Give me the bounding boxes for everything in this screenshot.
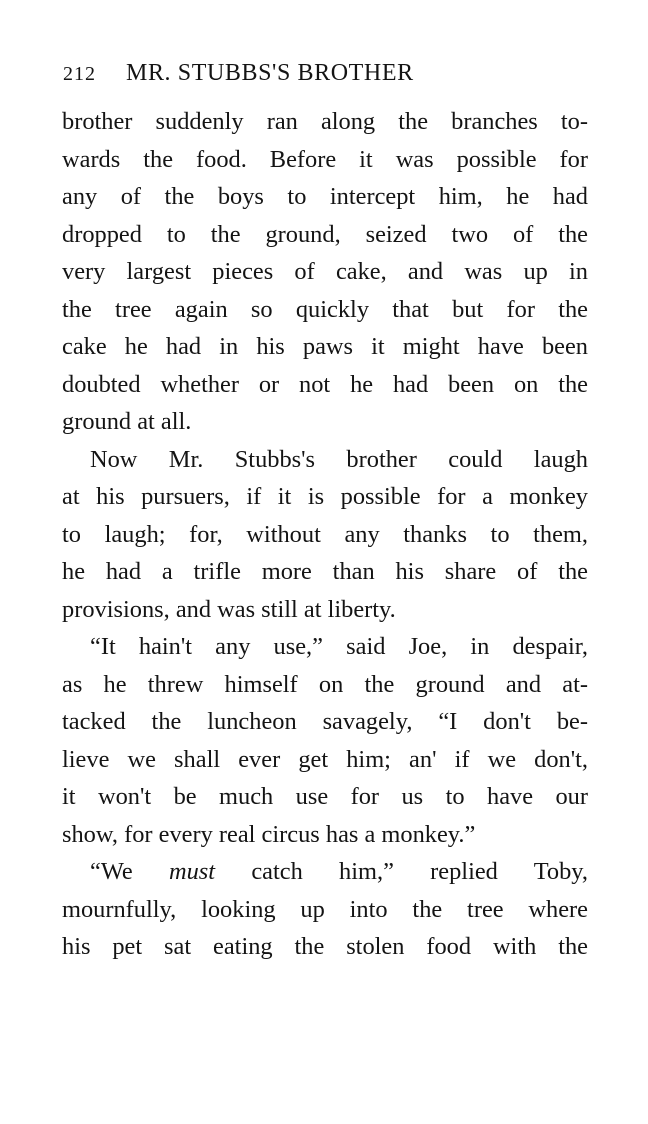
text-line: tacked the luncheon savagely, “I don't be- — [62, 708, 588, 735]
text-line: his pet sat eating the stolen food with the — [62, 933, 588, 960]
text-line: the tree again so quickly that but for the — [62, 295, 588, 323]
text-line: doubted whether or not he had been on the — [62, 370, 588, 398]
line-text-after-emphasis: catch him,” replied Toby, — [215, 858, 588, 885]
page-number: 212 — [63, 63, 96, 85]
text-line: at his pursuers, if it is possible for a monkey — [62, 483, 588, 510]
emphasized-word: must — [168, 858, 216, 885]
paragraph-end-line: ground at all. — [62, 408, 192, 435]
paragraph-first-line — [62, 853, 588, 891]
text-line: wards the food. Before it was possible for — [62, 145, 588, 173]
text-line: he had a trifle more than his share of the — [62, 558, 588, 585]
text-line: lieve we shall ever get him; an' if we don't, — [62, 745, 588, 773]
running-head: MR. STUBBS'S BROTHER — [126, 60, 414, 86]
paragraph-end-line: show, for every real circus has a monkey.” — [62, 820, 476, 848]
text-line: any of the boys to intercept him, he had — [62, 183, 588, 210]
paragraph-first-line: “It hain't any use,” said Joe, in despair, — [90, 633, 588, 660]
text-line: very largest pieces of cake, and was up in — [62, 258, 588, 285]
text-line: cake he had in his paws it might have been — [62, 333, 588, 360]
text-line: brother suddenly ran along the branches to- — [62, 108, 588, 135]
text-line: as he threw himself on the ground and at- — [62, 670, 588, 698]
text-line: it won't be much use for us to have our — [62, 783, 588, 810]
paragraph-first-line: Now Mr. Stubbs's brother could laugh — [90, 445, 588, 473]
text-line: mournfully, looking up into the tree where — [62, 895, 588, 923]
line-text-before-emphasis: “We — [90, 858, 169, 885]
page-header — [63, 56, 593, 90]
text-line: dropped to the ground, seized two of the — [62, 220, 588, 248]
text-line: to laugh; for, without any thanks to them, — [62, 520, 588, 548]
body-text — [62, 103, 588, 966]
paragraph-end-line: provisions, and was still at liberty. — [62, 595, 396, 623]
